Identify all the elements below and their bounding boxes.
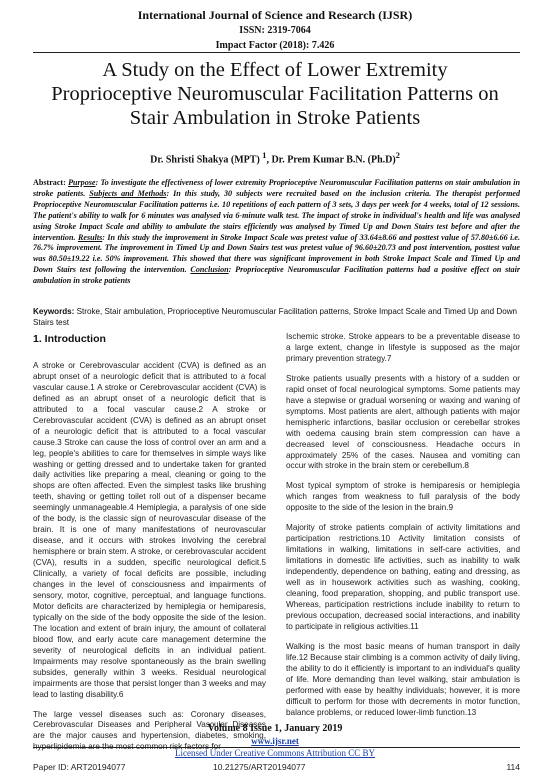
author-1: Dr. Shristi Shakya (MPT) [150,154,263,166]
license-link[interactable]: Licensed Under Creative Commons Attribution CC BY [175,748,375,758]
section-heading-introduction: 1. Introduction [33,333,106,345]
paper-authors [40,151,510,165]
header-rule [33,52,520,53]
intro-paragraph-7: Walking is the most basic means of human transport in daily life.12 Because stair climbing is a common activity of daily living, the ability to do it efficiently is important to an individual's quality of life. More demanding than level walking, stair ambulation is performed with ease by healthy individuals; however, it is more difficult to perform for those with decrements in motor function, balance problems, or reduced lower-limb function.13 [286,641,520,717]
paper-title: A Study on the Effect of Lower Extremity Proprioceptive Neuromuscular Facilitation Patterns on Stair Ambulation in Stroke Patients [51,59,499,129]
abstract-conclusion-text: : Proprioceptive Neuromuscular Facilitation patterns had a positive effect on stair ambulation in stroke patients [33,265,520,286]
left-column [33,332,266,762]
abstract-conclusion-label: Conclusion [190,265,229,275]
intro-paragraph-3: Ischemic stroke. Stroke appears to be a preventable disease to a large extent, change in lifestyle is supposed as the major primary prevention strategy.7 [286,332,520,363]
volume-issue: Volume 8 Issue 1, January 2019 [207,723,343,734]
abstract-methods-label: Subjects and Methods [89,188,167,198]
intro-paragraph-2: The large vessel diseases such as: Coronary diseases, Cerebrovascular Diseases and Peripheral Vascular Diseases are the major causes and hypertension, diabetes, smoking, hyperlipidemia are the most common risk factors for [33,709,266,752]
intro-paragraph-6: Majority of stroke patients complain of activity limitations and participation restrictions.10 Activity limitation consists of limitations in walking, limitations in self-care activities, and limitations in domestic life activities, such as inability to walk independently, dependence on bathing, eating and dressing, as well as in housework activities such as washing, cooking, cleaning, food preparation, shopping, and public transport use. Whereas, participation restrictions include inability to return to previous occupation, decreased social interactions, and inability to participate in religious activities.11 [286,523,520,631]
keywords-text: Stroke, Stair ambulation, Proprioceptive Neuromuscular Facilitation patterns, Stroke Impact Scale and Timed Up and Down Stairs test [33,307,518,327]
intro-paragraph-1: A stroke or Cerebrovascular accident (CVA) is defined as an abrupt onset of a neurologic deficit that is attributed to a focal vascular cause.1 A stroke or Cerebrovascular accident (CVA) is defined as an abrupt onset of a neurologic deficit that is attributed to a focal vascular cause.2 A stroke or Cerebrovascular accident (CVA) is defined as an abrupt onset of a neurologic deficit that is attributed to a focal vascular cause.3 Stroke can cause the loss of control over an arm and a leg, people's abilities to care for themselves in simple ways like washing or getting dressed and to undertake taken for granted daily activities like preparing a meal, cleaning or going to the shops are often affected. Even the simplest tasks like brushing teeth, shaving or getting toilet roll out of a dispenser became seemingly unmanageable.4 Hemiplegia, a paralysis of one side of the body, is the classic sign of neurovascular disease of the brain. It is one of many manifestations of neurovascular disease, and it occurs with strokes involving the cerebral hemisphere or brain stem. A stroke, or cerebrovascular accident (CVA), results in a sudden, specific neurological deficit.5 Clinically, a variety of focal deficits are possible, including changes in the level of consciousness and impairments of sensory, motor, cognitive, perceptual, and language functions. Motor deficits are characterized by hemiplegia or hemiparesis, typically on the side of the body opposite the side of the lesion. The location and extent of brain injury, the amount of collateral blood flow, and early acute care management determine the severity of neurological deficits in an individual patient. Impairments may resolve spontaneously as the brain swelling subsides, generally within 3 weeks. Residual neurological impairments are those that persist longer than 3 weeks and may lead to lasting disability.6 [33,360,266,699]
abstract-results-text: : In this study the improvement in Stroke Impact Scale was pretest value of 33.64±8.66 and posttest value of 57.80±6.66 i.e. 76.7% improvement. The improvement in Timed Up and Down Stairs test was pretest value of 96.60±20.73 and post intervention, posttest value was 80.50±19.22 i.e. 50% improvement. This showed that there was significant improvement in both Stroke Impact Scale and Timed Up and Down Stairs test following the intervention. [33,232,520,275]
abstract-purpose-label: Purpose [68,178,96,187]
right-column [286,332,520,728]
journal-url-link[interactable]: www.ijsr.net [251,736,299,746]
abstract [33,178,520,287]
abstract-label: Abstract: [33,178,69,187]
author-2-affiliation: 2 [395,151,400,160]
intro-paragraph-4: Stroke patients usually presents with a history of a sudden or rapid onset of focal neurological symptoms. Some patients may have a stepwise or gradual worsening or waxing and waning of symptoms. Most patients are alert, although patients with major hemispheric infarctions, basilar occlusion or cerebellar strokes with oedema causing brain stem compression can have a decreased level of consciousness. Headache occurs in approximately 25% of the cases. Nausea and vomiting can occur with stroke in the brain stem or cerebellum.8 [286,373,520,471]
abstract-methods-text: : In this study, 30 subjects were recruited based on the inclusion criteria. The therapist performed Proprioceptive Neuromuscular Facilitation patterns i.e. 10 repetitions of each pattern of 3 sets, 3 days per week for 4 weeks, total of 12 sessions. The patient's ability to walk for 6 minutes was analysed via 6-minute walk test. The impact of stroke in individual's health and life was analysed using Stroke Impact Scale and ability to ambulate the stairs efficiently was analysed by Timed Up and Down Stairs test before and after the intervention. [33,188,521,242]
doi: 10.21275/ART20194077 [213,762,306,772]
keywords [33,307,520,329]
keywords-label: Keywords: [33,307,77,316]
journal-issn: ISSN: 2319-7064 [239,25,311,36]
journal-name: International Journal of Science and Research (IJSR) [137,8,413,22]
journal-impact-factor: Impact Factor (2018): 7.426 [215,40,335,51]
page-number: 114 [506,762,520,772]
author-1-affiliation: 1 [262,151,267,160]
abstract-results-label: Results [77,232,103,242]
author-2: , Dr. Prem Kumar B.N. (Ph.D) [266,154,396,166]
paper-id: Paper ID: ART20194077 [33,762,126,772]
abstract-purpose-text: : To investigate the effectiveness of lower extremity Proprioceptive Neuromuscular Facilitation patterns on stair ambulation in stroke patients. [33,178,520,198]
intro-paragraph-5: Most typical symptom of stroke is hemiparesis or hemiplegia which ranges from weakness to full paralysis of the body opposite to the side of the lesion in the brain.9 [286,481,520,513]
